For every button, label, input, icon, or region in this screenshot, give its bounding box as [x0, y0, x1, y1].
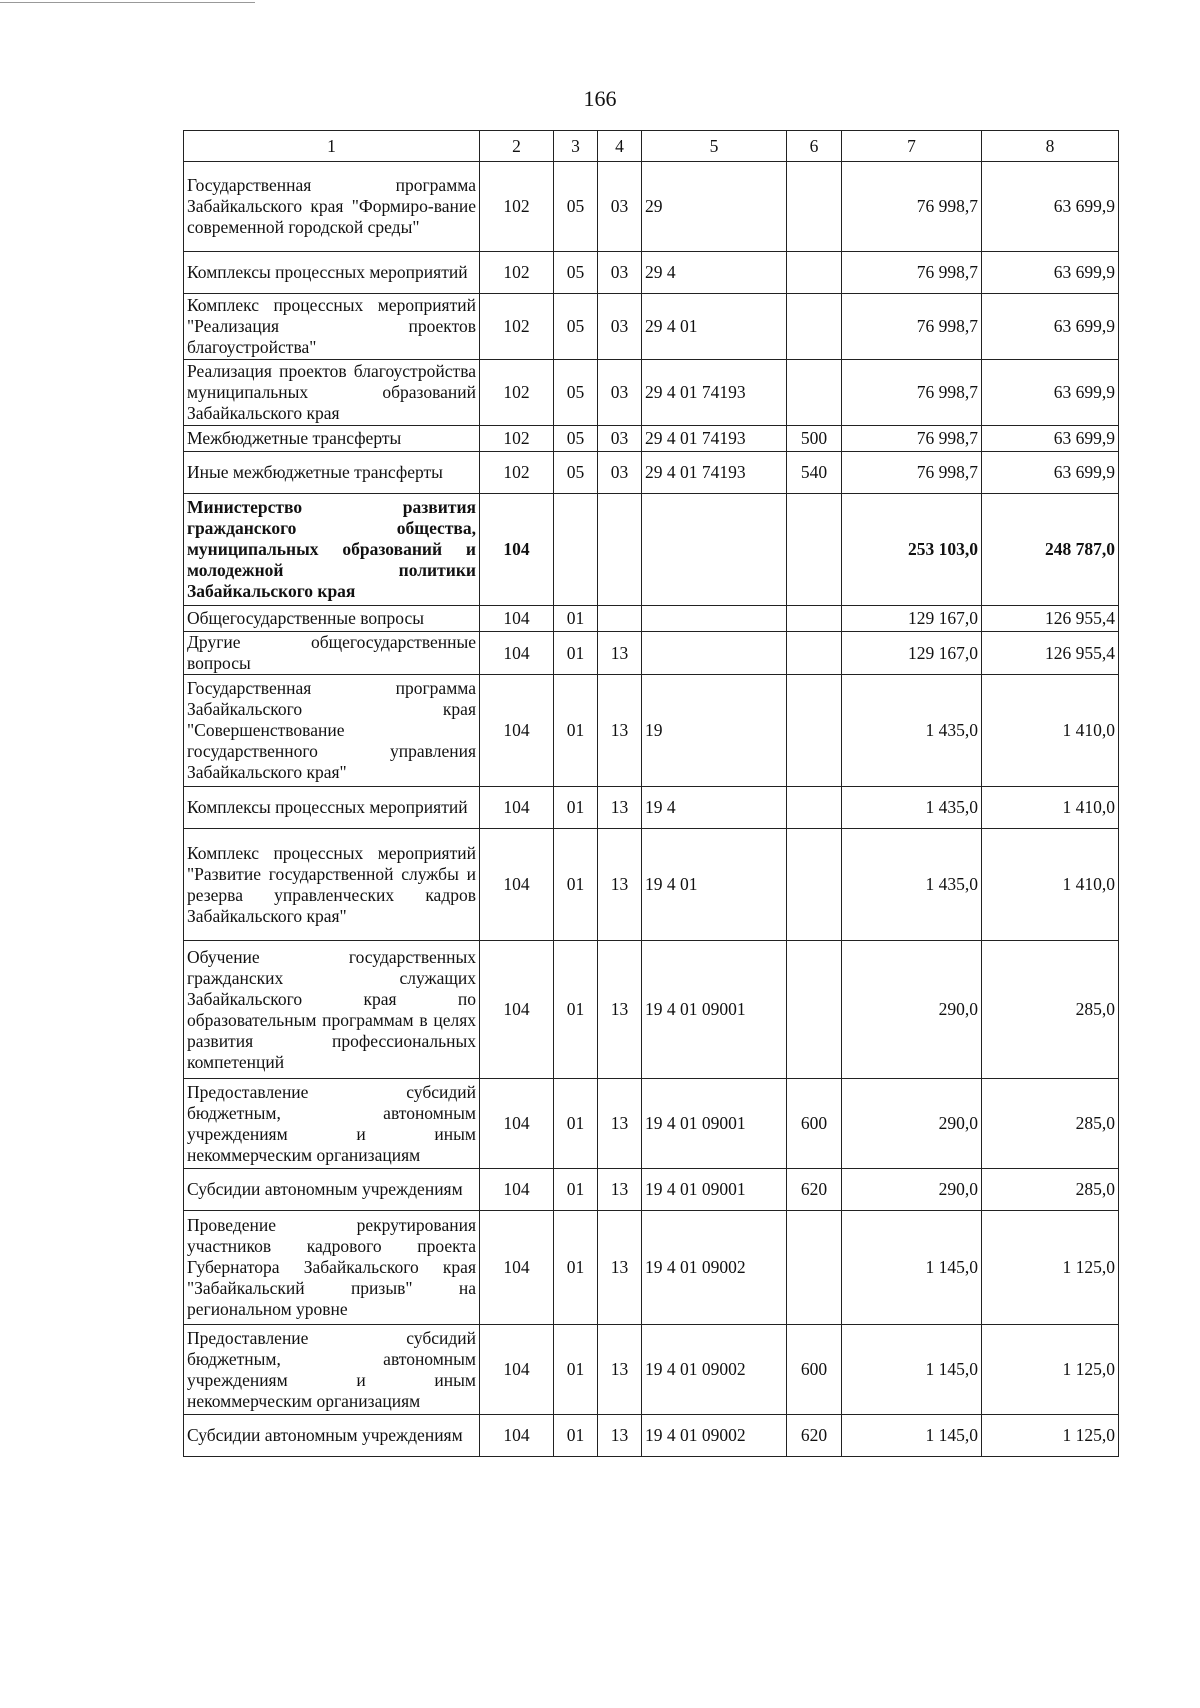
- section-code-cell: 05: [554, 294, 598, 360]
- amount-year2-cell: 126 955,4: [982, 606, 1119, 632]
- budget-table: [183, 130, 1119, 1457]
- amount-year1-cell: 1 435,0: [842, 829, 982, 941]
- amount-year1-cell: 1 145,0: [842, 1211, 982, 1325]
- target-article-cell: 19 4 01 09002: [642, 1211, 787, 1325]
- expense-type-cell: [787, 494, 842, 606]
- ministry-code-cell: 102: [480, 162, 554, 252]
- target-article-cell: [642, 606, 787, 632]
- subsection-code-cell: 13: [598, 829, 642, 941]
- ministry-code-cell: 104: [480, 787, 554, 829]
- ministry-code-cell: 104: [480, 829, 554, 941]
- table-row: [184, 252, 1119, 294]
- item-name-cell: Предоставление субсидий бюджетным, автономным учреждениям и иным некоммерческим организациям: [184, 1325, 480, 1415]
- header-cell: 4: [598, 131, 642, 162]
- table-body: [184, 162, 1119, 1457]
- expense-type-cell: 620: [787, 1415, 842, 1457]
- subsection-code-cell: 03: [598, 360, 642, 426]
- target-article-cell: 19 4: [642, 787, 787, 829]
- target-article-cell: 29 4 01 74193: [642, 360, 787, 426]
- ministry-code-cell: 102: [480, 452, 554, 494]
- section-code-cell: 05: [554, 452, 598, 494]
- scan-edge-line: [0, 2, 255, 3]
- ministry-code-cell: 104: [480, 1079, 554, 1169]
- amount-year1-cell: 1 435,0: [842, 675, 982, 787]
- amount-year1-cell: 76 998,7: [842, 360, 982, 426]
- target-article-cell: 19 4 01 09001: [642, 1079, 787, 1169]
- amount-year1-cell: 76 998,7: [842, 426, 982, 452]
- ministry-code-cell: 104: [480, 941, 554, 1079]
- target-article-cell: 19 4 01 09002: [642, 1325, 787, 1415]
- header-cell: 5: [642, 131, 787, 162]
- item-name-cell: Предоставление субсидий бюджетным, автономным учреждениям и иным некоммерческим организациям: [184, 1079, 480, 1169]
- section-code-cell: 05: [554, 360, 598, 426]
- section-code-cell: [554, 494, 598, 606]
- ministry-code-cell: 104: [480, 675, 554, 787]
- amount-year1-cell: 1 145,0: [842, 1415, 982, 1457]
- subsection-code-cell: 03: [598, 294, 642, 360]
- expense-type-cell: [787, 675, 842, 787]
- amount-year2-cell: 63 699,9: [982, 252, 1119, 294]
- section-code-cell: 01: [554, 787, 598, 829]
- target-article-cell: [642, 494, 787, 606]
- amount-year2-cell: 1 125,0: [982, 1211, 1119, 1325]
- item-name-cell: Реализация проектов благоустройства муниципальных образований Забайкальского края: [184, 360, 480, 426]
- subsection-code-cell: 13: [598, 1415, 642, 1457]
- table-row: [184, 941, 1119, 1079]
- item-name-cell: Проведение рекрутирования участников кадрового проекта Губернатора Забайкальского края "Забайкальский призыв" на региональном уровне: [184, 1211, 480, 1325]
- table-row: [184, 426, 1119, 452]
- expense-type-cell: 620: [787, 1169, 842, 1211]
- item-name-cell: Министерство развития гражданского общества, муниципальных образований и молодежной политики Забайкальского края: [184, 494, 480, 606]
- expense-type-cell: [787, 294, 842, 360]
- ministry-code-cell: 104: [480, 1211, 554, 1325]
- section-code-cell: 01: [554, 1169, 598, 1211]
- ministry-code-cell: 102: [480, 252, 554, 294]
- section-code-cell: 01: [554, 606, 598, 632]
- item-name-cell: Общегосударственные вопросы: [184, 606, 480, 632]
- item-name-cell: Комплексы процессных мероприятий: [184, 252, 480, 294]
- expense-type-cell: 540: [787, 452, 842, 494]
- amount-year1-cell: 290,0: [842, 941, 982, 1079]
- subsection-code-cell: 13: [598, 675, 642, 787]
- target-article-cell: 19 4 01: [642, 829, 787, 941]
- section-code-cell: 01: [554, 1415, 598, 1457]
- section-code-cell: 01: [554, 1211, 598, 1325]
- ministry-code-cell: 104: [480, 494, 554, 606]
- amount-year1-cell: 76 998,7: [842, 452, 982, 494]
- amount-year2-cell: 126 955,4: [982, 632, 1119, 675]
- item-name-cell: Иные межбюджетные трансферты: [184, 452, 480, 494]
- subsection-code-cell: [598, 494, 642, 606]
- item-name-cell: Субсидии автономным учреждениям: [184, 1415, 480, 1457]
- table-row: [184, 1325, 1119, 1415]
- amount-year2-cell: 1 410,0: [982, 787, 1119, 829]
- table-row: [184, 1169, 1119, 1211]
- amount-year2-cell: 63 699,9: [982, 452, 1119, 494]
- subsection-code-cell: 03: [598, 426, 642, 452]
- expense-type-cell: 600: [787, 1325, 842, 1415]
- subsection-code-cell: 13: [598, 1325, 642, 1415]
- amount-year2-cell: 63 699,9: [982, 162, 1119, 252]
- section-code-cell: 01: [554, 632, 598, 675]
- amount-year1-cell: 129 167,0: [842, 606, 982, 632]
- item-name-cell: Субсидии автономным учреждениям: [184, 1169, 480, 1211]
- amount-year2-cell: 63 699,9: [982, 360, 1119, 426]
- subsection-code-cell: 03: [598, 252, 642, 294]
- item-name-cell: Межбюджетные трансферты: [184, 426, 480, 452]
- ministry-code-cell: 102: [480, 426, 554, 452]
- page-number: 166: [583, 86, 617, 111]
- header-cell: 3: [554, 131, 598, 162]
- amount-year2-cell: 1 410,0: [982, 675, 1119, 787]
- amount-year2-cell: 63 699,9: [982, 426, 1119, 452]
- amount-year1-cell: 76 998,7: [842, 294, 982, 360]
- amount-year2-cell: 285,0: [982, 1079, 1119, 1169]
- subsection-code-cell: [598, 606, 642, 632]
- amount-year2-cell: 248 787,0: [982, 494, 1119, 606]
- subsection-code-cell: 13: [598, 632, 642, 675]
- section-code-cell: 01: [554, 941, 598, 1079]
- amount-year1-cell: 1 145,0: [842, 1325, 982, 1415]
- item-name-cell: Другие общегосударственные вопросы: [184, 632, 480, 675]
- item-name-cell: Государственная программа Забайкальского края "Совершенствование государственного управления Забайкальского края": [184, 675, 480, 787]
- subsection-code-cell: 03: [598, 162, 642, 252]
- ministry-code-cell: 104: [480, 1169, 554, 1211]
- item-name-cell: Обучение государственных гражданских служащих Забайкальского края по образовательным программам в целях развития профессиональных компетенций: [184, 941, 480, 1079]
- item-name-cell: Комплекс процессных мероприятий "Реализация проектов благоустройства": [184, 294, 480, 360]
- amount-year2-cell: 285,0: [982, 941, 1119, 1079]
- table-row: [184, 294, 1119, 360]
- ministry-code-cell: 104: [480, 606, 554, 632]
- table-row: [184, 829, 1119, 941]
- table-row: [184, 360, 1119, 426]
- table-row: [184, 675, 1119, 787]
- subsection-code-cell: 03: [598, 452, 642, 494]
- section-code-cell: 01: [554, 1079, 598, 1169]
- table-row: [184, 632, 1119, 675]
- table-row: [184, 1211, 1119, 1325]
- expense-type-cell: [787, 1211, 842, 1325]
- amount-year2-cell: 63 699,9: [982, 294, 1119, 360]
- section-code-cell: 01: [554, 829, 598, 941]
- subsection-code-cell: 13: [598, 1211, 642, 1325]
- amount-year1-cell: 76 998,7: [842, 252, 982, 294]
- ministry-code-cell: 104: [480, 1325, 554, 1415]
- amount-year1-cell: 253 103,0: [842, 494, 982, 606]
- expense-type-cell: [787, 829, 842, 941]
- ministry-code-cell: 102: [480, 360, 554, 426]
- section-code-cell: 05: [554, 252, 598, 294]
- header-cell: 2: [480, 131, 554, 162]
- table-row: [184, 1415, 1119, 1457]
- subsection-code-cell: 13: [598, 1169, 642, 1211]
- expense-type-cell: [787, 252, 842, 294]
- section-code-cell: 01: [554, 1325, 598, 1415]
- header-cell: 7: [842, 131, 982, 162]
- target-article-cell: [642, 632, 787, 675]
- amount-year1-cell: 129 167,0: [842, 632, 982, 675]
- expense-type-cell: 500: [787, 426, 842, 452]
- amount-year1-cell: 290,0: [842, 1169, 982, 1211]
- amount-year1-cell: 76 998,7: [842, 162, 982, 252]
- header-row: [184, 131, 1119, 162]
- table-row: [184, 162, 1119, 252]
- ministry-code-cell: 104: [480, 632, 554, 675]
- target-article-cell: 29 4 01: [642, 294, 787, 360]
- expense-type-cell: [787, 941, 842, 1079]
- table-row: [184, 494, 1119, 606]
- amount-year2-cell: 1 410,0: [982, 829, 1119, 941]
- expense-type-cell: [787, 360, 842, 426]
- section-code-cell: 05: [554, 426, 598, 452]
- target-article-cell: 29 4 01 74193: [642, 452, 787, 494]
- expense-type-cell: [787, 632, 842, 675]
- item-name-cell: Комплексы процессных мероприятий: [184, 787, 480, 829]
- section-code-cell: 05: [554, 162, 598, 252]
- table-row: [184, 1079, 1119, 1169]
- expense-type-cell: [787, 787, 842, 829]
- subsection-code-cell: 13: [598, 1079, 642, 1169]
- header-cell: 8: [982, 131, 1119, 162]
- ministry-code-cell: 104: [480, 1415, 554, 1457]
- table-row: [184, 452, 1119, 494]
- target-article-cell: 19 4 01 09002: [642, 1415, 787, 1457]
- expense-type-cell: [787, 162, 842, 252]
- item-name-cell: Комплекс процессных мероприятий "Развитие государственной службы и резерва управленческих кадров Забайкальского края": [184, 829, 480, 941]
- table-row: [184, 787, 1119, 829]
- section-code-cell: 01: [554, 675, 598, 787]
- expense-type-cell: 600: [787, 1079, 842, 1169]
- ministry-code-cell: 102: [480, 294, 554, 360]
- amount-year2-cell: 1 125,0: [982, 1325, 1119, 1415]
- target-article-cell: 19: [642, 675, 787, 787]
- header-cell: 6: [787, 131, 842, 162]
- table-row: [184, 606, 1119, 632]
- target-article-cell: 19 4 01 09001: [642, 1169, 787, 1211]
- target-article-cell: 29: [642, 162, 787, 252]
- amount-year2-cell: 1 125,0: [982, 1415, 1119, 1457]
- amount-year2-cell: 285,0: [982, 1169, 1119, 1211]
- header-cell: 1: [184, 131, 480, 162]
- subsection-code-cell: 13: [598, 941, 642, 1079]
- amount-year1-cell: 1 435,0: [842, 787, 982, 829]
- target-article-cell: 29 4 01 74193: [642, 426, 787, 452]
- subsection-code-cell: 13: [598, 787, 642, 829]
- expense-type-cell: [787, 606, 842, 632]
- target-article-cell: 29 4: [642, 252, 787, 294]
- amount-year1-cell: 290,0: [842, 1079, 982, 1169]
- item-name-cell: Государственная программа Забайкальского края "Формиро-вание современной городской среды": [184, 162, 480, 252]
- target-article-cell: 19 4 01 09001: [642, 941, 787, 1079]
